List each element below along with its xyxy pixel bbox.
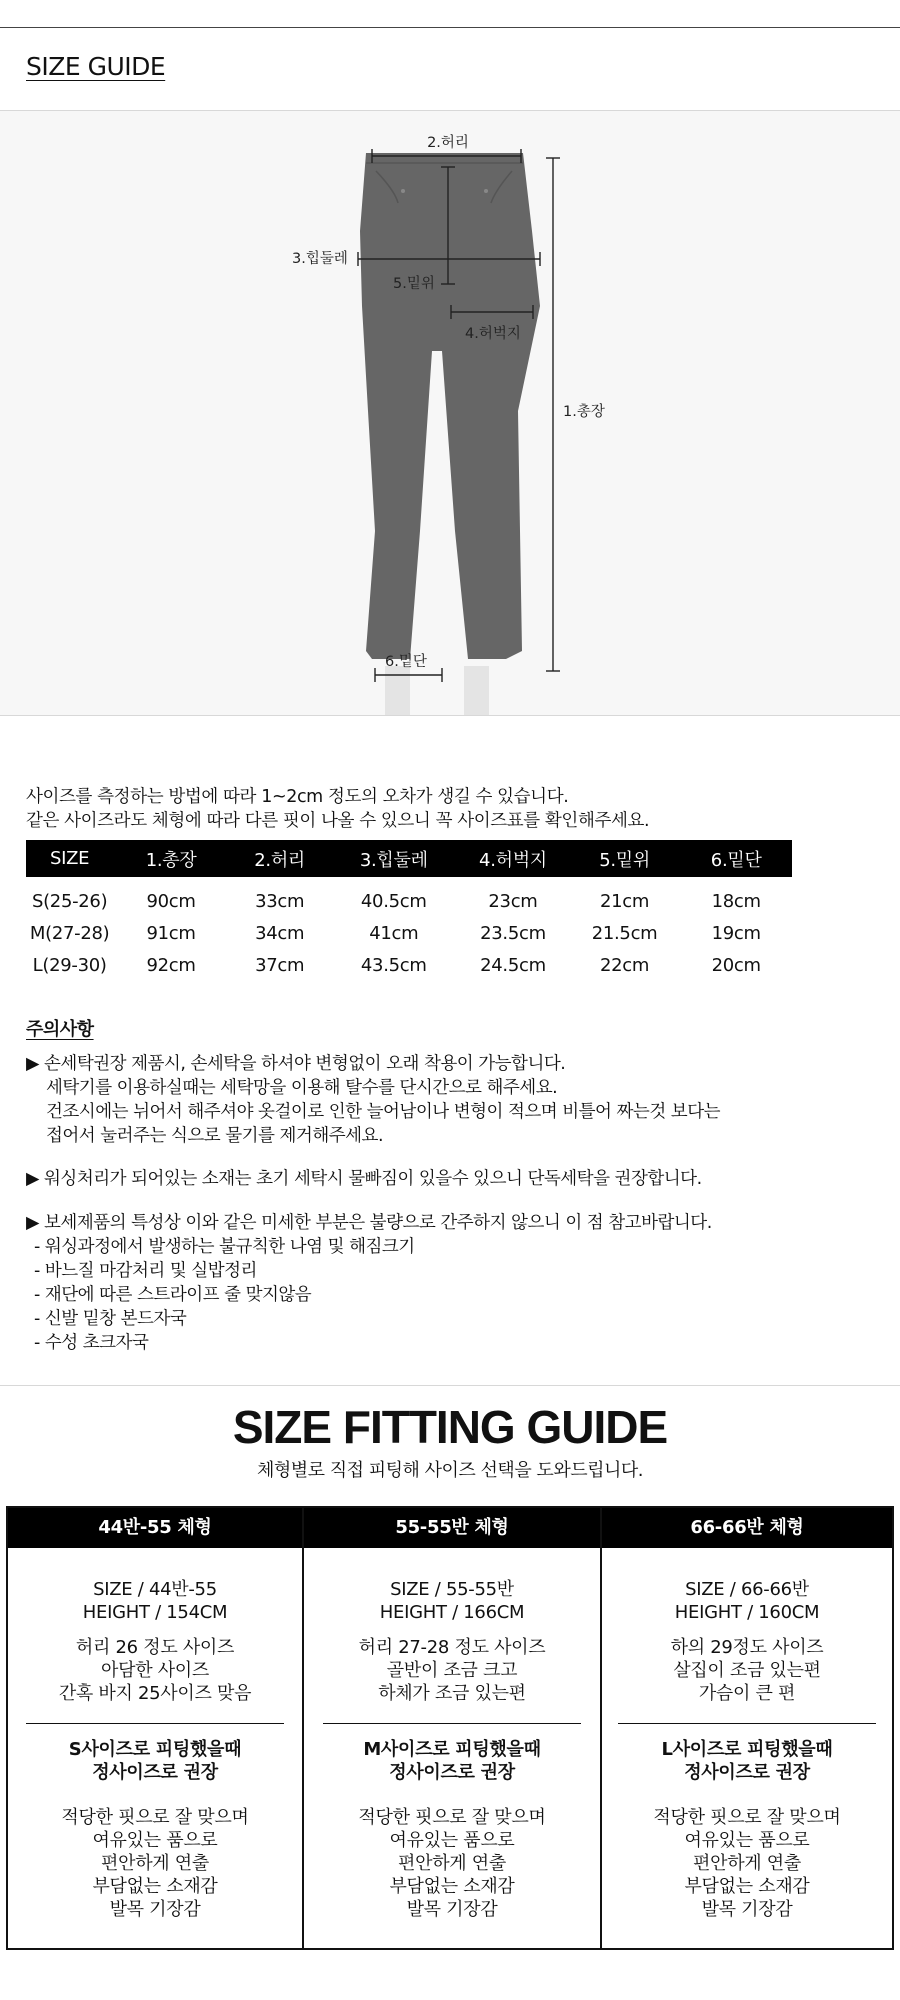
table-row [26, 949, 792, 981]
fitting-guide-subtitle: 체형별로 직접 피팅해 사이즈 선택을 도와드립니다. [257, 1460, 643, 1481]
fitting-size: SIZE / 44반-55 [93, 1579, 217, 1600]
measurement-note: 같은 사이즈라도 체형에 따라 다른 핏이 나올 수 있으니 꼭 사이즈표를 확인해주세요. [26, 811, 650, 831]
table-cell: 20cm [711, 954, 761, 976]
rivet-right [484, 189, 488, 193]
caution-title: 주의사항 [26, 1019, 94, 1040]
caution-line: ▶ 보세제품의 특성상 이와 같은 미세한 부분은 불량으로 간주하지 않으니 이 점 참고바랍니다. [26, 1213, 712, 1233]
rise-label: 5.밑위 [393, 276, 435, 292]
fitting-column-header: 66-66반 체형 [602, 1508, 892, 1548]
fitting-column-header: 55-55반 체형 [304, 1508, 600, 1548]
fitting-feel-line: 여유있는 품으로 [92, 1830, 218, 1851]
caution-list-item: - 워싱과정에서 발생하는 불규칙한 나염 및 해짐크기 [34, 1237, 415, 1257]
fitting-feel-line: 적당한 핏으로 잘 맞으며 [358, 1807, 546, 1828]
thigh-label: 4.허벅지 [465, 326, 521, 342]
table-row [26, 877, 792, 917]
fitting-spec [304, 1548, 600, 1624]
pants-diagram-svg [0, 111, 900, 715]
size-table [26, 840, 792, 981]
table-cell: 40.5cm [360, 890, 427, 912]
table-cell: 37cm [255, 954, 305, 976]
mannequin-leg-right [464, 666, 489, 715]
size-table-header: 2.허리 [229, 840, 330, 877]
fitting-spec [8, 1548, 302, 1624]
table-cell: 22cm [599, 954, 650, 976]
table-cell: 34cm [255, 922, 305, 944]
fitting-feel-line: 발목 기장감 [109, 1899, 201, 1920]
caution-line: 건조시에는 뉘어서 해주셔야 옷걸이로 인한 늘어남이나 변형이 적으며 비틀어 짜는것 보다는 [46, 1102, 721, 1122]
caution-line: 세탁기를 이용하실때는 세탁망을 이용해 탈수를 단시간으로 해주세요. [46, 1078, 558, 1098]
fitting-feel [304, 1784, 600, 1921]
fitting-recommendation [304, 1724, 600, 1784]
size-cell: S(25-26) [31, 890, 108, 912]
fitting-spec [602, 1548, 892, 1624]
size-table-header: SIZE [26, 840, 113, 877]
fitting-feel-line: 여유있는 품으로 [684, 1830, 810, 1851]
rivet-left [401, 189, 405, 193]
table-cell: 90cm [146, 890, 196, 912]
caution-line: ▶ 워싱처리가 되어있는 소재는 초기 세탁시 물빠짐이 있을수 있으니 단독세탁을 권장합니다. [26, 1169, 702, 1189]
table-cell: 21.5cm [591, 922, 658, 944]
measurement-note: 사이즈를 측정하는 방법에 따라 1~2cm 정도의 오차가 생길 수 있습니다. [26, 787, 569, 807]
fitting-rec-line: S사이즈로 피팅했을때 [68, 1739, 242, 1760]
fitting-desc-line: 아담한 사이즈 [101, 1660, 209, 1681]
fitting-height: HEIGHT / 166CM [379, 1602, 525, 1623]
caution-defect-block [26, 1211, 712, 1355]
size-table-header-row [26, 840, 792, 877]
fitting-rec-line: 정사이즈로 권장 [684, 1762, 810, 1783]
caution-line: ▶ 손세탁권장 제품시, 손세탁을 하셔야 변형없이 오래 착용이 가능합니다. [26, 1054, 566, 1074]
caution-list-item: - 재단에 따른 스트라이프 줄 맞지않음 [34, 1285, 312, 1305]
fitting-desc-line: 하의 29정도 사이즈 [670, 1637, 824, 1658]
fitting-desc-line: 가슴이 큰 편 [698, 1683, 796, 1704]
table-cell: 24.5cm [480, 954, 546, 976]
fitting-size: SIZE / 66-66반 [685, 1579, 809, 1600]
caution-line: 접어서 눌러주는 식으로 물기를 제거해주세요. [46, 1126, 384, 1146]
size-table-header: 4.허벅지 [457, 840, 569, 877]
hem-label: 6.밑단 [385, 654, 427, 670]
fitting-feel-line: 편안하게 연출 [398, 1853, 506, 1874]
fitting-body-desc [8, 1624, 302, 1705]
table-cell: 43.5cm [360, 954, 427, 976]
table-cell: 23cm [488, 890, 538, 912]
fitting-body-desc [602, 1624, 892, 1705]
fitting-column-body [602, 1548, 892, 1921]
fitting-column [302, 1508, 600, 1948]
pants-measurement-diagram [0, 111, 900, 715]
fitting-guide-title: SIZE FITTING GUIDE [232, 1401, 668, 1453]
size-guide-title: SIZE GUIDE [26, 52, 166, 81]
fitting-feel-line: 편안하게 연출 [101, 1853, 209, 1874]
fitting-column-header: 44반-55 체형 [8, 1508, 302, 1548]
table-cell: 18cm [711, 890, 761, 912]
table-row [26, 917, 792, 949]
waist-label: 2.허리 [427, 135, 469, 151]
size-cell: M(27-28) [29, 922, 110, 944]
fitting-feel-line: 발목 기장감 [701, 1899, 793, 1920]
fitting-feel [8, 1784, 302, 1921]
fitting-rec-line: 정사이즈로 권장 [92, 1762, 218, 1783]
fitting-desc-line: 허리 26 정도 사이즈 [75, 1637, 235, 1658]
fitting-column-body [8, 1548, 302, 1921]
fitting-feel [602, 1784, 892, 1921]
pants-silhouette [360, 153, 540, 659]
fitting-guide-table [6, 1506, 894, 1950]
fitting-body-desc [304, 1624, 600, 1705]
fitting-column [8, 1508, 302, 1948]
table-cell: 23.5cm [480, 922, 546, 944]
table-cell: 91cm [146, 922, 196, 944]
fitting-feel-line: 적당한 핏으로 잘 맞으며 [61, 1807, 249, 1828]
hip-label: 3.힙둘레 [292, 251, 348, 267]
size-table-header: 5.밑위 [569, 840, 681, 877]
top-divider [0, 27, 900, 28]
caution-list-item: - 신발 밑창 본드자국 [34, 1309, 187, 1329]
fitting-feel-line: 발목 기장감 [406, 1899, 498, 1920]
fitting-feel-line: 적당한 핏으로 잘 맞으며 [653, 1807, 841, 1828]
caution-list-item: - 바느질 마감처리 및 실밥정리 [34, 1261, 257, 1281]
size-table-header: 1.총장 [113, 840, 229, 877]
fitting-column-body [304, 1548, 600, 1921]
table-cell: 33cm [255, 890, 305, 912]
fitting-recommendation [602, 1724, 892, 1784]
fitting-rec-line: 정사이즈로 권장 [389, 1762, 515, 1783]
fitting-rec-line: L사이즈로 피팅했을때 [661, 1739, 833, 1760]
table-cell: 41cm [369, 922, 419, 944]
fitting-feel-line: 편안하게 연출 [693, 1853, 801, 1874]
fitting-desc-line: 허리 27-28 정도 사이즈 [358, 1637, 546, 1658]
fitting-feel-line: 여유있는 품으로 [389, 1830, 515, 1851]
size-table-header: 3.힙둘레 [330, 840, 457, 877]
size-table-header: 6.밑단 [680, 840, 792, 877]
fitting-height: HEIGHT / 154CM [82, 1602, 228, 1623]
fitting-column [600, 1508, 892, 1948]
fitting-recommendation [8, 1724, 302, 1784]
table-cell: 19cm [711, 922, 761, 944]
fitting-feel-line: 부담없는 소재감 [389, 1876, 515, 1897]
table-cell: 92cm [146, 954, 196, 976]
size-cell: L(29-30) [32, 954, 107, 976]
mannequin-leg-left [385, 666, 410, 715]
caution-list-item: - 수성 초크자국 [34, 1333, 149, 1353]
table-cell: 21cm [599, 890, 650, 912]
fitting-desc-line: 살집이 조금 있는편 [673, 1660, 821, 1681]
length-label: 1.총장 [563, 404, 605, 420]
fitting-size: SIZE / 55-55반 [390, 1579, 514, 1600]
fitting-desc-line: 하체가 조금 있는편 [378, 1683, 526, 1704]
fitting-desc-line: 간혹 바지 25사이즈 맞음 [58, 1683, 252, 1704]
fitting-desc-line: 골반이 조금 크고 [386, 1660, 518, 1681]
caution-wash-block [26, 1052, 720, 1148]
fitting-feel-line: 부담없는 소재감 [684, 1876, 810, 1897]
divider [0, 715, 900, 716]
fitting-feel-line: 부담없는 소재감 [92, 1876, 218, 1897]
fitting-rec-line: M사이즈로 피팅했을때 [363, 1739, 541, 1760]
caution-washing-block [26, 1167, 702, 1191]
divider [0, 1385, 900, 1386]
fitting-height: HEIGHT / 160CM [674, 1602, 820, 1623]
